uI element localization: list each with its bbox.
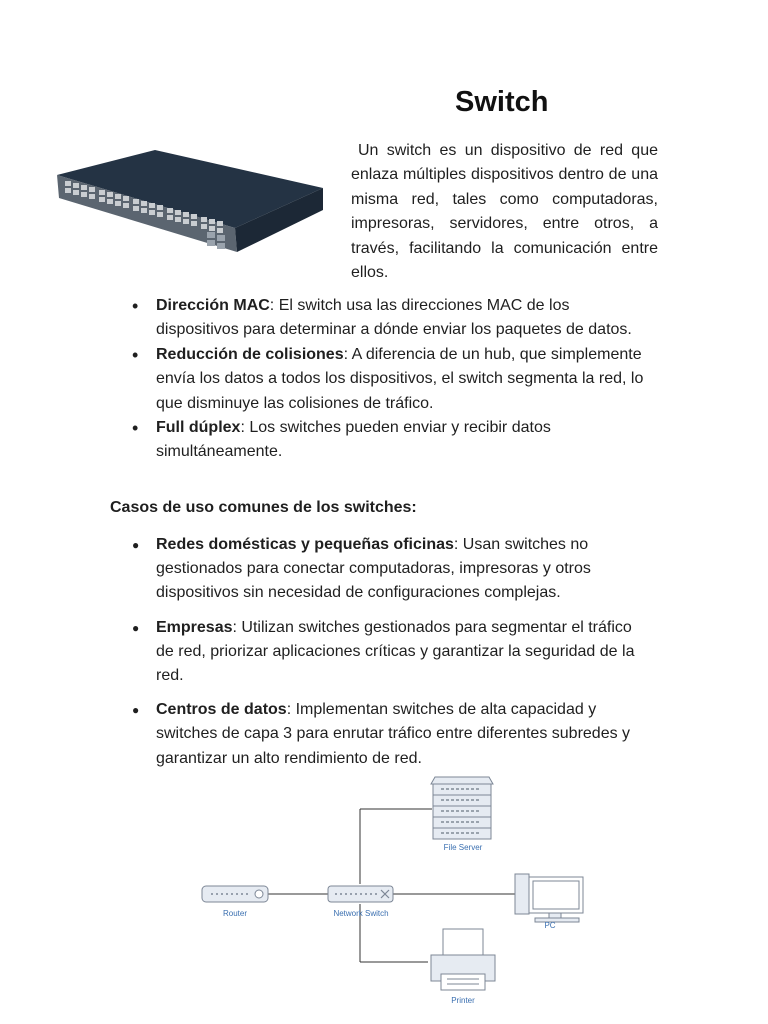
feature-text: : El switch usa las direcciones MAC de los dispositivos para determinar a dónde enviar los paquetes de datos. (156, 297, 632, 339)
bullet-icon: ● (132, 538, 140, 552)
bullet-icon: • (132, 296, 139, 316)
router-label: Router (222, 909, 248, 918)
use-case-text: : Usan switches no gestionados para conectar computadoras, impresoras y otros dispositivos sin necesidad de configuraciones complejas. (156, 536, 591, 602)
use-case-list (110, 533, 650, 781)
router-icon (202, 886, 268, 902)
pc-label: PC (544, 921, 556, 930)
network-switch-image (55, 140, 325, 260)
bullet-icon: ● (132, 620, 140, 635)
list-item (110, 533, 650, 606)
network-switch-label: Network Switch (333, 909, 389, 918)
printer-icon (431, 929, 495, 990)
page-title: Switch (455, 86, 549, 118)
pc-icon (515, 874, 583, 922)
feature-term: Full dúplex (156, 419, 241, 437)
use-case-term: Centros de datos (156, 701, 287, 719)
use-cases-heading: Casos de uso comunes de los switches: (110, 499, 417, 516)
list-item (110, 416, 650, 465)
feature-term: Dirección MAC (156, 297, 270, 314)
network-diagram (195, 772, 595, 1012)
use-case-text: : Utilizan switches gestionados para segmentar el tráfico de red, priorizar aplicaciones críticas y garantizar la seguridad de la red. (156, 618, 635, 685)
file-server-icon (431, 777, 493, 839)
bullet-icon: • (132, 418, 139, 439)
use-case-term: Empresas (156, 618, 233, 636)
printer-label: Printer (451, 996, 475, 1005)
bullet-icon: • (132, 344, 139, 365)
list-item (110, 698, 650, 771)
list-item (110, 616, 650, 689)
bullet-icon: ● (132, 703, 140, 718)
feature-term: Reducción de colisiones (156, 345, 344, 363)
feature-list (110, 294, 650, 465)
file-server-label: File Server (443, 843, 483, 852)
list-item (110, 343, 650, 416)
intro-paragraph: Un switch es un dispositivo de red que enlaza múltiples dispositivos dentro de una misma red, tales como computadoras, impresoras, servidores, entre otros, a través, facilitando la comunicación entre ellos. (351, 142, 658, 282)
feature-text: : Los switches pueden enviar y recibir datos simultáneamente. (156, 419, 551, 461)
list-item (110, 294, 650, 343)
use-case-term: Redes domésticas y pequeñas oficinas (156, 536, 454, 553)
feature-text: : A diferencia de un hub, que simplemente envía los datos a todos los dispositivos, el switch segmenta la red, lo que disminuye las colisiones de tráfico. (156, 345, 644, 412)
use-case-text: : Implementan switches de alta capacidad y switches de capa 3 para enrutar tráfico entre diferentes subredes y garantizar un alto rendimiento de red. (156, 701, 631, 767)
network-switch-icon (328, 886, 393, 902)
